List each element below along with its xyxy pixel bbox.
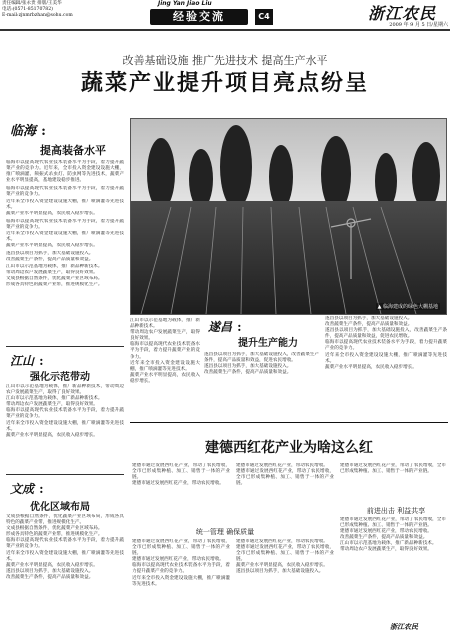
- paper-logo: 浙江农民: [390, 622, 418, 631]
- body-line: 建德市通过发展西红花产业，带动了农民增收，全市已形成集种植、加工、销售于一体的产业链。: [340, 517, 446, 529]
- body-line: 改善蔬菜生产条件，提高产品质量和效益。: [325, 322, 413, 328]
- date-line: 2009 年 9 月 5 日/星期六: [389, 22, 448, 28]
- paper-name: 浙江农民: [368, 4, 437, 23]
- page-number-box: [255, 9, 273, 25]
- body-line: 建德市通过发展西红花产业，带动农民增收。: [132, 481, 224, 487]
- headline-main: 蔬菜产业提升项目亮点纷呈: [80, 71, 369, 96]
- body-line: 临海市以提高现代农业技术装备水平为手段，着力提升蔬菜产业的竞争力。: [6, 218, 124, 230]
- body-line: 蔬菜产业水平明显提高，农民收入稳步增长。: [6, 243, 98, 249]
- feature-body-col2: [236, 463, 334, 523]
- body-line: 遂昌县以项目为抓手，加大基础设施投入。: [325, 316, 413, 321]
- body-line: 蔬菜产业水平明显提高，农民收入稳步增长。: [325, 364, 417, 370]
- body-line: 改善蔬菜生产条件，提高产品质量和效益。: [340, 535, 428, 541]
- phone-line: 电话:(0571-85170782): [2, 7, 53, 12]
- body-line: 遂昌县以项目为抓手，加大基础设施投入。: [236, 569, 324, 575]
- body-line: 遂昌县以项目为抓手，加大基础设施投入，改善蔬菜生产条件，提高产品质量和效益，促进农民增收。: [204, 352, 319, 364]
- body-line: 蔬菜产业水平明显提高，农民收入稳步增长。: [236, 563, 328, 569]
- body-line: 近年来全市投入资金建设设施大棚，推广喷滴灌等先进技术。: [6, 231, 124, 243]
- body-line: 临海市以提高现代农业技术装备水平为手段，着力提升蔬菜产业的竞争力。: [130, 342, 200, 360]
- section-tag-wencheng: [10, 478, 44, 497]
- body-line: 改善蔬菜生产条件，提高产品质量和效益。: [204, 370, 292, 376]
- body-line: 改善蔬菜生产条件，提高产品质量和效益。: [6, 257, 94, 263]
- body-line: 建德市通过发展西红花产业，带动了农民增收，全市已形成集种植、加工、销售于一体的产业链。: [340, 463, 446, 475]
- body-line: 建德市通过发展西红花产业，带动农民增收。: [236, 539, 328, 544]
- body-line: 江山市以示范基地为载体，推广新品种新技术。: [6, 263, 103, 269]
- subhead-right: 前进出击 利益共享: [366, 507, 426, 515]
- editor-line: 责任编辑/张永贵 排版/王美华: [2, 1, 62, 6]
- body-line: 临海市以提高现代农业技术装备水平为手段，着力提升蔬菜产业的竞争力。: [325, 340, 447, 352]
- body-line: 蔬菜产业水平明显提高，农民收入稳步增长。: [6, 562, 98, 568]
- body-suichang-left: [204, 352, 319, 418]
- feature-body-col2b: [236, 539, 334, 633]
- body-line: 临海市以提高现代农业技术装备水平为手段，着力提升蔬菜产业的竞争力。: [6, 538, 124, 550]
- body-line: 建德市通过发展西红花产业，带动了农民增收，全市已形成集种植、加工、销售于一体的产业链。: [236, 469, 334, 487]
- body-line: 近年来全市投入资金建设设施大棚，推广喷滴灌等先进技术。: [6, 550, 124, 562]
- feature-body-col1: [132, 463, 230, 523]
- section-title-linhai: 提高装备水平: [40, 144, 106, 157]
- body-line: 带动周边农户发展蔬菜生产，取得良好效果。: [340, 547, 432, 553]
- colon: :: [39, 354, 44, 368]
- section-title-wencheng: 优化区域布局: [30, 502, 90, 513]
- body-line: 形成各具特色的蔬菜产业带，推进规模化生产。: [6, 281, 103, 287]
- masthead-rule: [0, 29, 450, 31]
- body-middle: [130, 318, 200, 418]
- headline-kicker: 改善基础设施 推广先进技术 提高生产水平: [122, 54, 328, 67]
- section-tag-suichang: [208, 316, 242, 335]
- colon: :: [237, 320, 242, 334]
- body-line: 遂昌县以项目为抓手，加大基础设施投入。: [6, 251, 94, 257]
- section-tag-jiangshan: [10, 350, 44, 369]
- body-line: 江山市以示范基地为载体，推广新品种新技术。: [340, 541, 437, 547]
- body-line: 临海市以提高现代农业技术装备水平为手段，着力提升蔬菜产业的竞争力。: [132, 563, 230, 575]
- place-label: 遂昌: [208, 320, 233, 334]
- section-banner: [150, 9, 248, 25]
- body-line: 文成县根据自然条件，优化蔬菜产业区域布局。: [6, 275, 103, 281]
- subhead-left: 统一管理 确保质量: [195, 528, 255, 536]
- body-line: 临海市以提高现代农业技术装备水平为手段，着力提升蔬菜产业的竞争力。: [6, 408, 124, 420]
- body-line: 文成县根据自然条件，优化蔬菜产业区域布局，形成各具特色的蔬菜产业带，推进规模化生产。: [6, 514, 124, 526]
- feature-body-col3b: [340, 517, 446, 633]
- body-line: 近年来全市投入资金建设设施大棚，推广喷滴灌等先进技术。: [6, 198, 124, 210]
- body-line: 改善蔬菜生产条件，提高产品质量和效益。: [6, 574, 94, 580]
- masthead: [0, 0, 450, 30]
- body-line: 江山市以示范基地为载体，推广新品种新技术，带动周边农户发展蔬菜生产，取得了良好效果。: [6, 384, 124, 396]
- body-line: 遂昌县以项目为抓手，加大基础设施投入，改善蔬菜生产条件，提高产品质量和效益，促进农民增收。: [325, 328, 447, 340]
- body-line: 带动周边农户发展蔬菜生产，取得良好效果。: [130, 330, 200, 342]
- body-line: 文成县根据自然条件，优化蔬菜产业区域布局。: [6, 526, 103, 532]
- column-rule: [6, 474, 124, 475]
- body-line: 蔬菜产业水平明显提高，农民收入稳步增长。: [6, 432, 98, 438]
- feature-photo: [130, 118, 447, 315]
- body-line: 江山市以示范基地为载体，推广新品种新技术。: [6, 396, 103, 402]
- place-label: 江山: [10, 354, 35, 368]
- photo-caption: ▲ 临海建成的绿色大棚基地: [377, 304, 438, 310]
- section-title-suichang: 提升生产能力: [238, 338, 298, 349]
- body-line: 建德市通过发展西红花产业，带动农民增收。: [340, 529, 432, 535]
- photo-field-image: [131, 119, 446, 314]
- body-line: 建德市通过发展西红花产业，带动农民增收。: [236, 463, 328, 468]
- body-line: 近年来全市投入资金建设设施大棚，推广喷滴灌等先进技术。: [132, 575, 230, 587]
- body-suichang-right: [325, 316, 447, 418]
- body-line: 江山市以示范基地为载体，推广新品种新技术。: [130, 318, 200, 330]
- place-label: 文成: [10, 482, 35, 496]
- feature-body-col1b: [132, 539, 230, 633]
- feature-box: [130, 422, 448, 637]
- body-line: 临海市以提高现代农业技术装备水平为手段，着力提升蔬菜产业的竞争力。: [6, 186, 124, 198]
- body-line: 蔬菜产业水平明显提高，农民收入稳步增长。: [6, 210, 98, 216]
- body-line: 形成各具特色的蔬菜产业带，推进规模化生产。: [6, 532, 103, 538]
- email-line: E-mail:zjnmrbzhan@sohu.com: [2, 13, 73, 18]
- body-line: 近年来全市投入资金建设设施大棚，推广喷滴灌等先进技术。: [130, 360, 200, 372]
- body-line: 建德市通过发展西红花产业，带动了农民增收，全市已形成集种植、加工、销售于一体的产业链。: [132, 539, 230, 557]
- body-line: 近年来全市投入资金建设设施大棚，推广喷滴灌等先进技术。: [6, 420, 124, 432]
- body-wencheng: [6, 514, 124, 636]
- body-line: 带动周边农户发展蔬菜生产，取得良好效果。: [6, 269, 98, 275]
- body-line: 遂昌县以项目为抓手，加大基础设施投入。: [204, 364, 292, 370]
- body-line: 建德市通过发展西红花产业，带动农民增收。: [132, 557, 224, 563]
- place-label: 临海: [10, 124, 37, 139]
- section-tag-linhai: [10, 120, 46, 139]
- feature-body-col3: [340, 463, 446, 503]
- body-line: 临海市以提高现代农业技术装备水平为手段，着力提升蔬菜产业的竞争力。近年来，全市投入资金建设设施大棚，推广喷滴灌、频振式杀虫灯、防虫网等先进技术，蔬菜产业水平明显提高，基地建设稳步推进。: [6, 160, 124, 184]
- body-line: 蔬菜产业水平明显提高，农民收入稳步增长。: [130, 372, 200, 384]
- section-title-jiangshan: 强化示范带动: [30, 372, 90, 383]
- pinyin-label: Jing Yan Jiao Liu: [158, 0, 212, 7]
- body-line: 近年来全市投入资金建设设施大棚，推广喷滴灌等先进技术。: [325, 352, 447, 364]
- body-line: 遂昌县以项目为抓手，加大基础设施投入。: [6, 568, 94, 574]
- colon: :: [39, 482, 44, 496]
- section-title: 经验交流: [173, 10, 225, 23]
- column-rule: [6, 346, 124, 347]
- body-line: 建德市通过发展西红花产业，带动了农民增收，全市已形成集种植、加工、销售于一体的产业链。: [132, 463, 230, 481]
- body-linhai: [6, 160, 124, 345]
- body-jiangshan: [6, 384, 124, 470]
- page-number: C4: [258, 12, 270, 21]
- body-line: 带动周边农户发展蔬菜生产，取得良好效果。: [6, 402, 98, 408]
- body-line: 建德市通过发展西红花产业，带动了农民增收，全市已形成集种植、加工、销售于一体的产业链。: [236, 545, 334, 563]
- feature-title: 建德西红花产业为啥这么红: [205, 440, 373, 456]
- colon: :: [41, 124, 46, 139]
